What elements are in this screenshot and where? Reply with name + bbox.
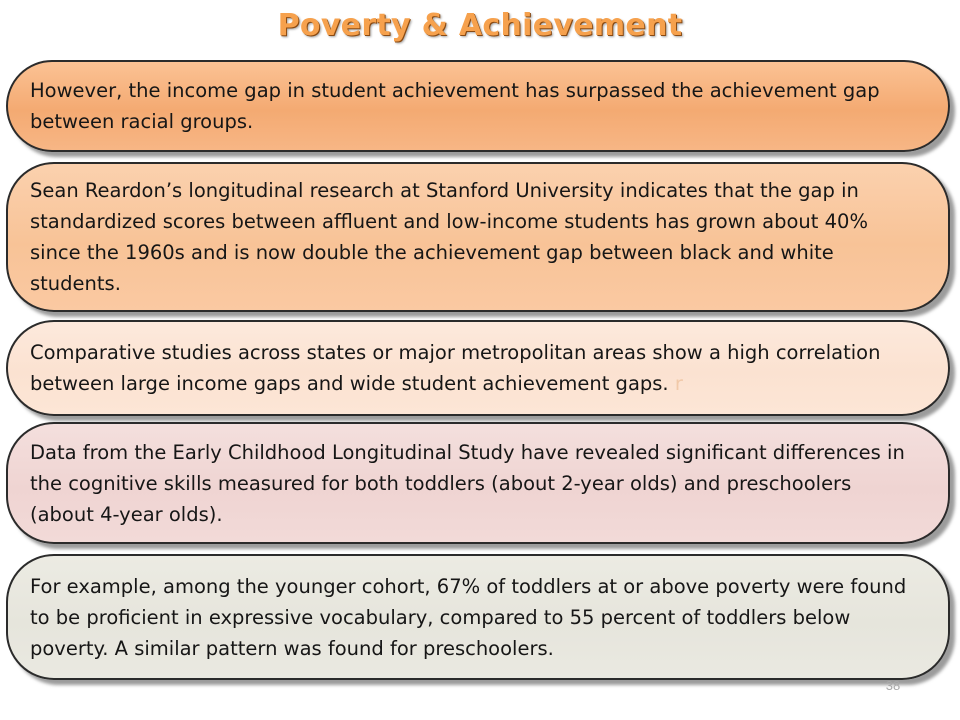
bullet-box-early-childhood-study <box>6 422 950 544</box>
page-number: 38 <box>885 678 901 693</box>
stray-text-mark: r <box>674 372 683 395</box>
slide-title: Poverty & Achievement <box>277 8 683 43</box>
bullet-box-income-gap <box>6 60 950 152</box>
bullet-text-toddler-example: For example, among the younger cohort, 67% of toddlers at or above poverty were found to be proficient in expressive vocabulary, compared to 55 percent of toddlers below poverty. A similar pattern was found for preschoolers. <box>30 574 907 660</box>
bullet-box-reardon-research <box>6 162 950 312</box>
bullet-text-comparative-studies: Comparative studies across states or major metropolitan areas show a high correlation between large income gaps and wide student achievement gaps. <box>30 341 881 395</box>
bullet-text-reardon-research: Sean Reardon’s longitudinal research at Stanford University indicates that the gap in standardized scores between affluent and low-income students has grown about 40% since the 1960s and is now double the achievement gap between black and white students. <box>30 179 868 295</box>
bullet-text-early-childhood-study: Data from the Early Childhood Longitudinal Study have revealed significant differences in the cognitive skills measured for both toddlers (about 2-year olds) and preschoolers (about 4-year olds). <box>30 440 905 526</box>
bullet-box-toddler-example <box>6 554 950 680</box>
bullet-text-income-gap: However, the income gap in student achievement has surpassed the achievement gap between racial groups. <box>30 79 880 133</box>
bullet-paragraph-comparative-studies <box>30 337 920 399</box>
bullet-box-comparative-studies <box>6 320 950 416</box>
